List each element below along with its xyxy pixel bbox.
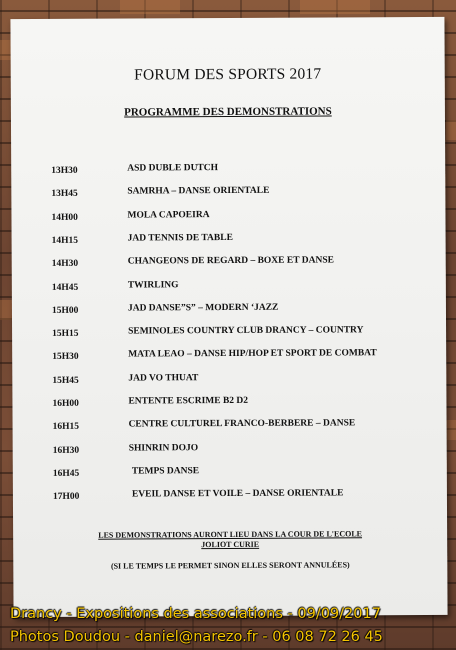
schedule-activity: ASD DUBLE DUTCH [127,163,219,174]
schedule-time: 15H30 [52,351,79,362]
schedule-activity: JAD TENNIS DE TABLE [127,232,233,244]
schedule-time: 16H00 [52,398,79,409]
sheet-subtitle: PROGRAMME DES DEMONSTRATIONS [124,105,332,119]
brick [446,420,456,440]
brick [300,0,370,14]
photo-caption-line-2: Photos Doudou - daniel@narezo.fr - 06 08 72 26 45 [10,629,383,645]
schedule-activity: SAMRHA – DANSE ORIENTALE [127,185,270,197]
schedule-activity: EVEIL DANSE ET VOILE – DANSE ORIENTALE [131,488,344,500]
schedule-activity: JAD VO THUAT [128,373,199,384]
sheet-title: FORUM DES SPORTS 2017 [134,65,322,84]
paper-sheet [10,17,447,617]
schedule-time: 17H00 [52,491,80,502]
schedule-time: 14H30 [51,258,79,269]
brick [0,300,12,320]
schedule-time: 13H45 [51,188,78,199]
schedule-time: 15H15 [52,328,79,339]
schedule-time: 14H00 [51,212,78,223]
schedule-time: 14H15 [51,235,79,246]
schedule-activity: MOLA CAPOEIRA [127,210,210,221]
schedule-activity: JAD DANSE”S” – MODERN ‘JAZZ [127,302,279,314]
schedule-activity: TWIRLING [127,280,179,291]
footer-line-3: (SI LE TEMPS LE PERMET SINON ELLES SERONT ANNULÉES) [110,560,350,571]
schedule-activity: CHANGEONS DE REGARD – BOXE ET DANSE [127,255,334,267]
schedule-activity: SEMINOLES COUNTRY CLUB DRANCY – COUNTRY [128,325,364,337]
schedule-time: 16H30 [52,445,80,456]
schedule-time: 14H45 [51,282,79,293]
footer-line-2: JOLIOT CURIE [201,539,260,550]
schedule-time: 15H00 [51,305,79,316]
brick [120,0,180,14]
schedule-activity: ENTENTE ESCRIME B2 D2 [128,395,249,407]
schedule-activity: CENTRE CULTUREL FRANCO-BERBERE – DANSE [128,418,356,430]
brick [446,120,456,140]
schedule-time: 15H45 [52,375,79,386]
schedule-time: 16H45 [52,468,80,479]
schedule-time: 16H15 [52,421,79,432]
schedule-time: 13H30 [51,165,78,176]
footer-line-1: LES DEMONSTRATIONS AURONT LIEU DANS LA COUR DE L'ECOLE [98,529,363,540]
schedule-activity: MATA LEAO – DANSE HIP/HOP ET SPORT DE COMBAT [128,348,377,360]
schedule-activity: SHINRIN DOJO [128,443,199,454]
photo-caption-line-1: Drancy - Expositions des associations - 09/09/2017 [10,606,381,622]
schedule-activity: TEMPS DANSE [131,466,200,477]
